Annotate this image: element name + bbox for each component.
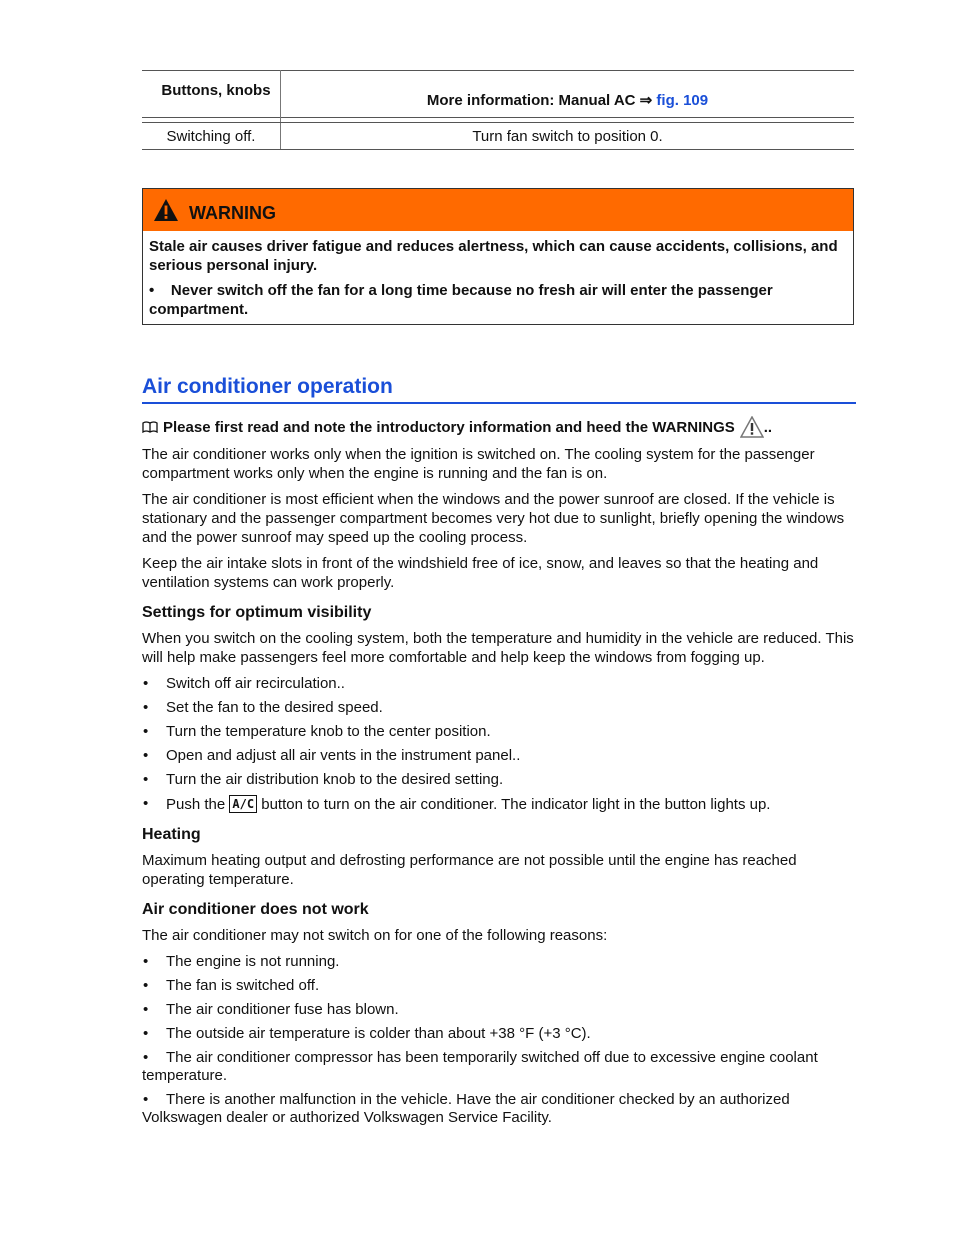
- visibility-heading: Settings for optimum visibility: [142, 604, 372, 621]
- intro-line: [142, 416, 856, 438]
- table-row: [142, 123, 854, 150]
- list-item: • Set the fan to the desired speed.: [142, 699, 856, 717]
- list-item: • Turn the temperature knob to the center position.: [142, 723, 856, 741]
- paragraph-ignition: The air conditioner works only when the ignition is switched on. The cooling system for the passenger compartment works only when the engine is running and the fan is on.: [142, 446, 815, 482]
- warning-header: [143, 189, 853, 231]
- heating-text: Maximum heating output and defrosting performance are not possible until the engine has reached operating temperature.: [142, 852, 797, 888]
- warning-bullet: • Never switch off the fan for a long time because no fresh air will enter the passenger compartment.: [149, 282, 773, 318]
- page-content: [142, 70, 856, 1133]
- list-item: [142, 795, 856, 814]
- warning-triangle-icon[interactable]: [740, 416, 764, 438]
- list-item: • Open and adjust all air vents in the instrument panel..: [142, 747, 856, 765]
- section-title: Air conditioner operation: [142, 375, 856, 404]
- list-item: • Turn the air distribution knob to the desired setting.: [142, 771, 856, 789]
- header-info-text: More information: Manual AC: [426, 92, 640, 109]
- notwork-heading: Air conditioner does not work: [142, 901, 369, 918]
- row-instruction: Turn fan switch to position 0.: [281, 123, 855, 150]
- heating-heading: Heating: [142, 826, 201, 843]
- visibility-list: [142, 675, 856, 814]
- book-icon: [142, 421, 158, 433]
- warning-text: Stale air causes driver fatigue and reduces alertness, which can cause accidents, collisions, and serious personal injury.: [149, 238, 838, 274]
- list-item: • Switch off air recirculation..: [142, 675, 856, 693]
- table-header-info: [281, 71, 855, 118]
- intro-text: Please first read and note the introductory information and heed the WARNINGS: [163, 418, 735, 436]
- list-item: • The fan is switched off.: [142, 977, 856, 995]
- intro-end: ..: [763, 418, 773, 436]
- warning-title: WARNING: [189, 202, 276, 223]
- warning-triangle-icon: [153, 198, 179, 222]
- list-item: • The engine is not running.: [142, 953, 856, 971]
- list-item: • The air conditioner fuse has blown.: [142, 1001, 856, 1019]
- arrow-icon: ⇒: [639, 92, 653, 109]
- notwork-text: The air conditioner may not switch on for one of the following reasons:: [142, 927, 608, 944]
- paragraph-efficiency: The air conditioner is most efficient when the windows and the power sunroof are closed. If the vehicle is stationary and the passenger compartment becomes very hot due to sunlight, briefly opening the windows and the power sunroof may speed up the cooling process.: [142, 491, 845, 546]
- warning-box: [142, 188, 854, 325]
- table-header-row: [142, 71, 854, 118]
- visibility-text: When you switch on the cooling system, both the temperature and humidity in the vehicle are reduced. This will help make passengers feel more comfortable and help keep the windows from fogging up.: [142, 630, 854, 666]
- row-action: Switching off.: [142, 123, 281, 150]
- table-header-buttons: Buttons, knobs: [142, 71, 281, 118]
- warning-bullet-text: Never switch off the fan for a long time because no fresh air will enter the passenger compartment.: [149, 282, 773, 318]
- notwork-list: [142, 953, 856, 1127]
- list-item: • There is another malfunction in the vehicle. Have the air conditioner checked by an authorized Volkswagen dealer or authorized Volkswagen Service Facility.: [142, 1091, 856, 1127]
- list-item: • The air conditioner compressor has been temporarily switched off due to excessive engine coolant temperature.: [142, 1049, 856, 1085]
- controls-table: [142, 70, 854, 150]
- list-item: • The outside air temperature is colder than about +38 °F (+3 °C).: [142, 1025, 856, 1043]
- warning-body: [143, 231, 853, 324]
- ac-prefix: Push the: [166, 796, 226, 813]
- paragraph-intake: Keep the air intake slots in front of the windshield free of ice, snow, and leaves so that the heating and ventilation systems can work properly.: [142, 555, 819, 591]
- ac-suffix: button to turn on the air conditioner. The indicator light in the button lights up.: [261, 796, 771, 813]
- ac-button-icon: A/C: [229, 795, 257, 813]
- fig-link[interactable]: fig. 109: [656, 92, 709, 109]
